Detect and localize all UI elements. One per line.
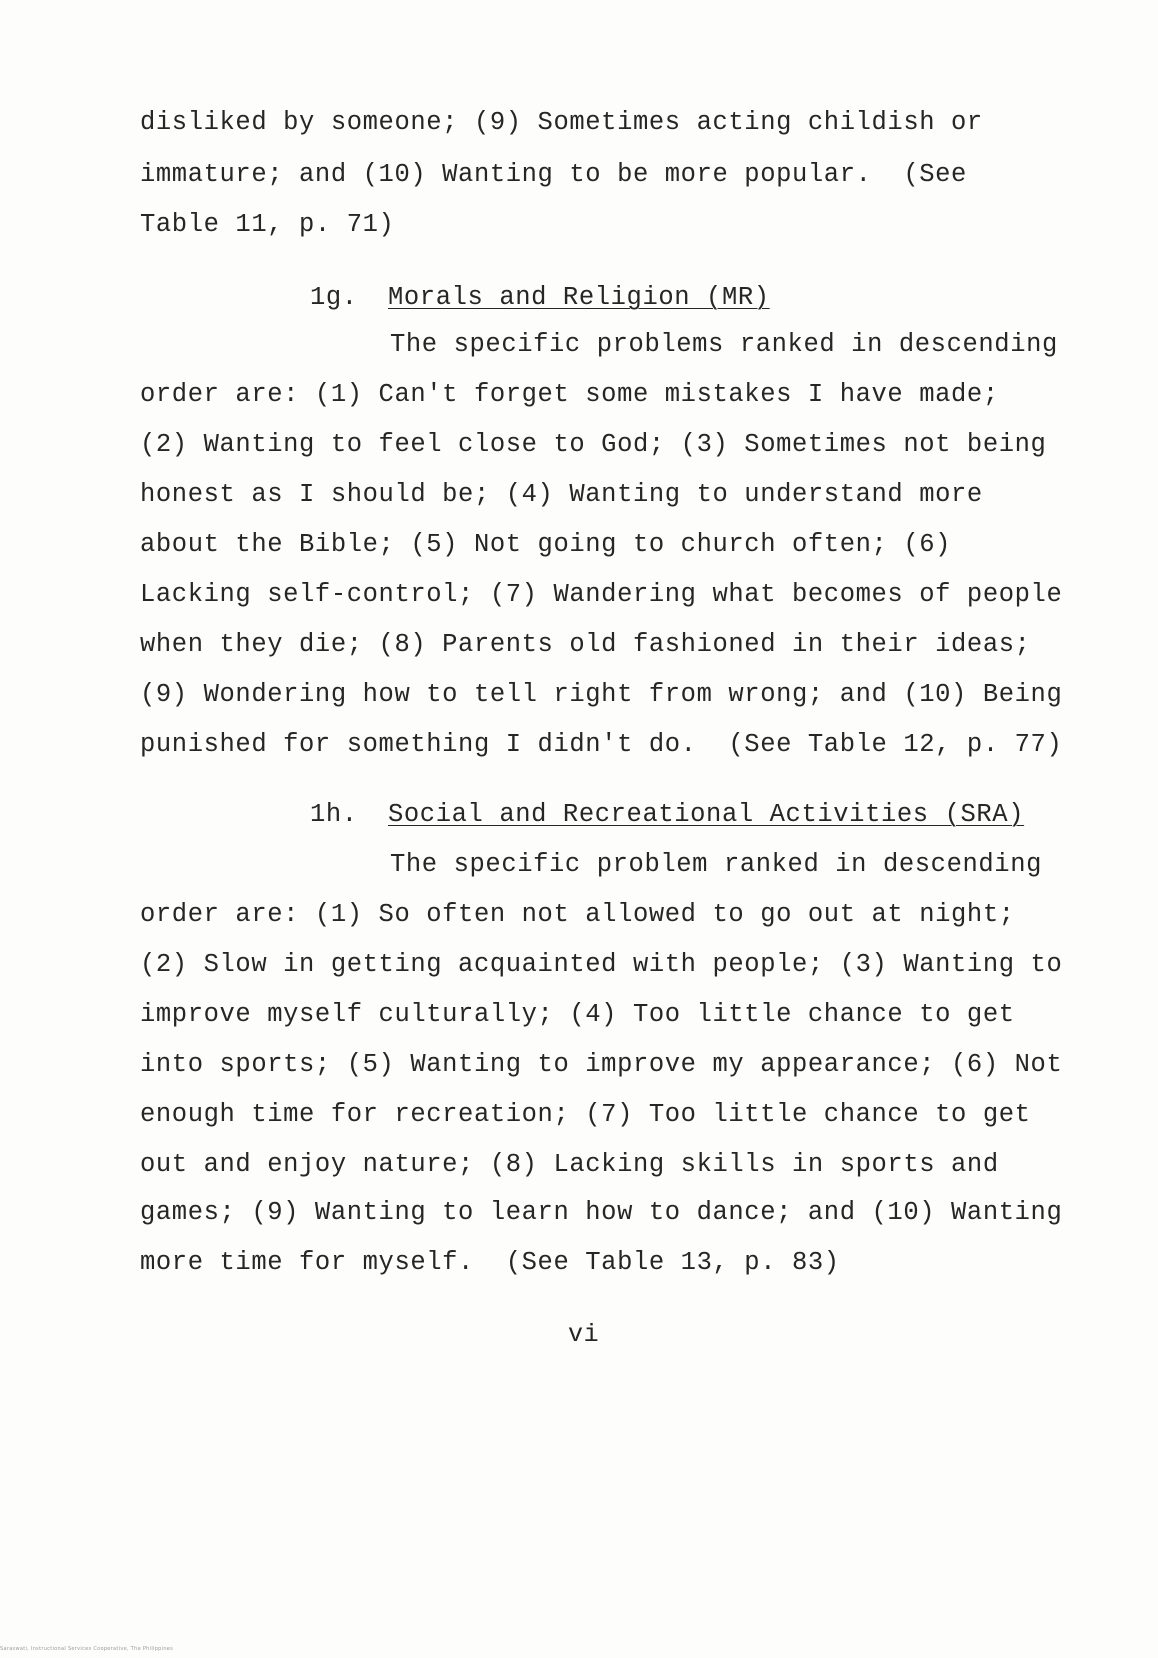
section-title-mr: Morals and Religion (MR) (388, 283, 770, 312)
carryover-line-2: immature; and (10) Wanting to be more popular. (See (140, 160, 967, 189)
mr-line-9: punished for something I didn't do. (See Table 12, p. 77) (140, 730, 1063, 759)
scan-footer: Saraswati, Instructional Services Cooperative, The Philippines (0, 1646, 174, 1652)
mr-line-1: The specific problems ranked in descending (390, 330, 1058, 359)
section-number-sra: 1h. (310, 800, 358, 829)
carryover-line-1: disliked by someone; (9) Sometimes acting childish or (140, 108, 983, 137)
mr-line-3: (2) Wanting to feel close to God; (3) Sometimes not being (140, 430, 1047, 459)
sra-line-6: enough time for recreation; (7) Too little chance to get (140, 1100, 1031, 1129)
mr-line-2: order are: (1) Can't forget some mistakes I have made; (140, 380, 999, 409)
sra-line-8: games; (9) Wanting to learn how to dance; and (10) Wanting (140, 1198, 1063, 1227)
page-number: vi (568, 1320, 600, 1349)
sra-line-3: (2) Slow in getting acquainted with people; (3) Wanting to (140, 950, 1063, 979)
mr-line-6: Lacking self-control; (7) Wandering what becomes of people (140, 580, 1063, 609)
sra-line-7: out and enjoy nature; (8) Lacking skills in sports and (140, 1150, 999, 1179)
section-heading-mr (310, 283, 770, 313)
sra-line-2: order are: (1) So often not allowed to go out at night; (140, 900, 1015, 929)
sra-line-1: The specific problem ranked in descending (390, 850, 1043, 879)
section-number-mr: 1g. (310, 283, 358, 312)
mr-line-5: about the Bible; (5) Not going to church often; (6) (140, 530, 952, 559)
mr-line-8: (9) Wondering how to tell right from wrong; and (10) Being (140, 680, 1063, 709)
section-title-sra: Social and Recreational Activities (SRA) (388, 800, 1025, 829)
mr-line-7: when they die; (8) Parents old fashioned in their ideas; (140, 630, 1031, 659)
sra-line-5: into sports; (5) Wanting to improve my appearance; (6) Not (140, 1050, 1063, 1079)
sra-line-4: improve myself culturally; (4) Too little chance to get (140, 1000, 1015, 1029)
carryover-line-3: Table 11, p. 71) (140, 210, 395, 239)
mr-line-4: honest as I should be; (4) Wanting to understand more (140, 480, 983, 509)
sra-line-9: more time for myself. (See Table 13, p. 83) (140, 1248, 840, 1277)
section-heading-sra (310, 800, 1024, 830)
